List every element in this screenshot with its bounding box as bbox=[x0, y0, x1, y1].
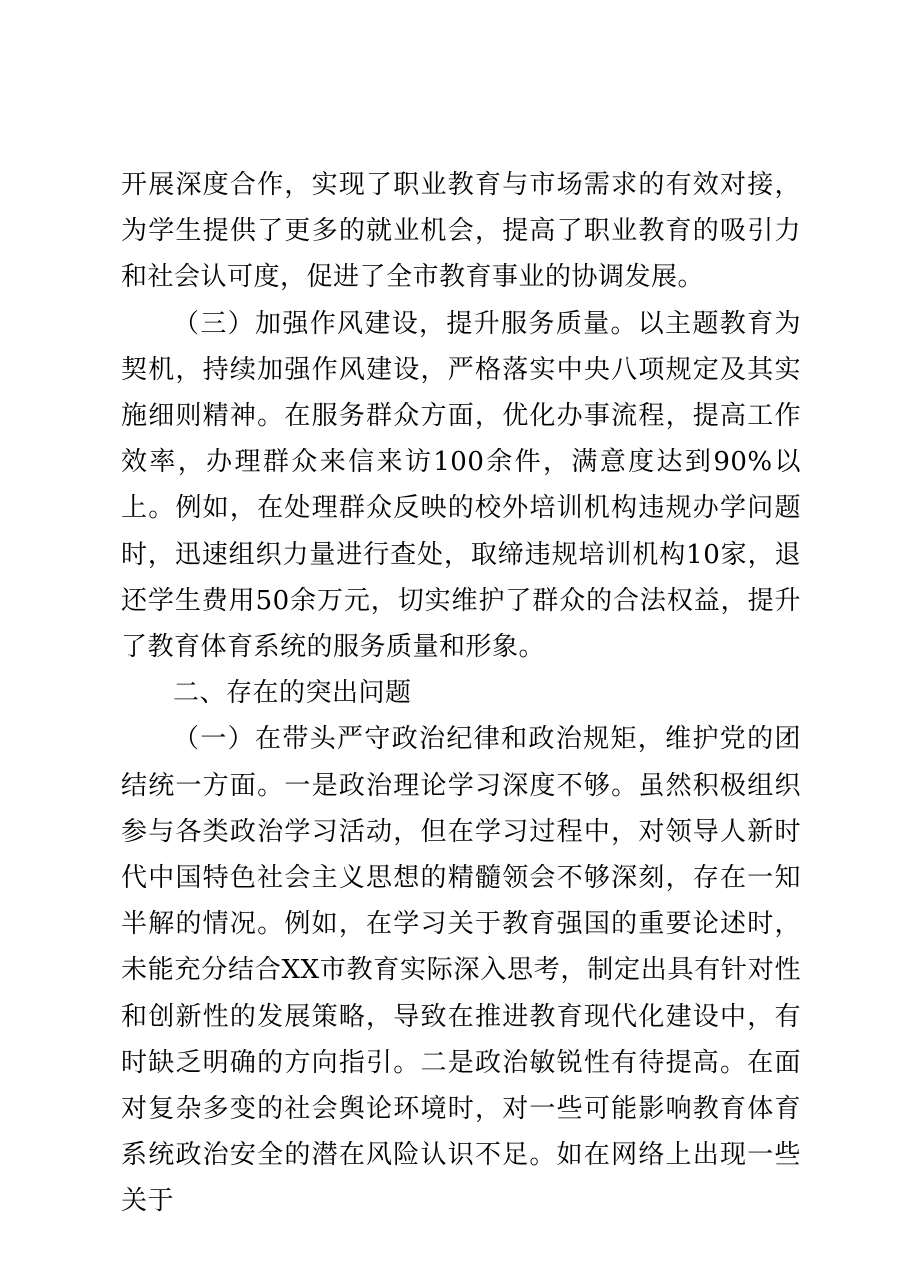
section-heading-problems: 二、存在的突出问题 bbox=[173, 678, 412, 709]
paragraph-continuation: 开展深度合作，实现了职业教育与市场需求的有效对接，为学生提供了更多的就业机会，提高了职业教育的吸引力和社会认可度，促进了全市教育事业的协调发展。 bbox=[121, 170, 801, 293]
paragraph-political-discipline: （一）在带头严守政治纪律和政治规矩，维护党的团结统一方面。一是政治理论学习深度不够。虽然积极组织参与各类政治学习活动，但在学习过程中，对领导人新时代中国特色社会主义思想的精髓领会不够深刻，存在一知半解的情况。例如，在学习关于教育强国的重要论述时，未能充分结合XX市教育实际深入思考，制定出具有针对性和创新性的发展策略，导致在推进教育现代化建设中，有时缺乏明确的方向指引。二是政治敏锐性有待提高。在面对复杂多变的社会舆论环境时，对一些可能影响教育体育系统政治安全的潜在风险认识不足。如在网络上出现一些关于 bbox=[121, 724, 801, 1217]
paragraph-work-style: （三）加强作风建设，提升服务质量。以主题教育为契机，持续加强作风建设，严格落实中央八项规定及其实施细则精神。在服务群众方面，优化办事流程，提高工作效率，办理群众来信来访100余件，满意度达到90%以上。例如，在处理群众反映的校外培训机构违规办学问题时，迅速组织力量进行查处，取缔违规培训机构10家，退还学生费用50余万元，切实维护了群众的合法权益，提升了教育体育系统的服务质量和形象。 bbox=[121, 308, 801, 663]
document-body bbox=[121, 162, 801, 1225]
